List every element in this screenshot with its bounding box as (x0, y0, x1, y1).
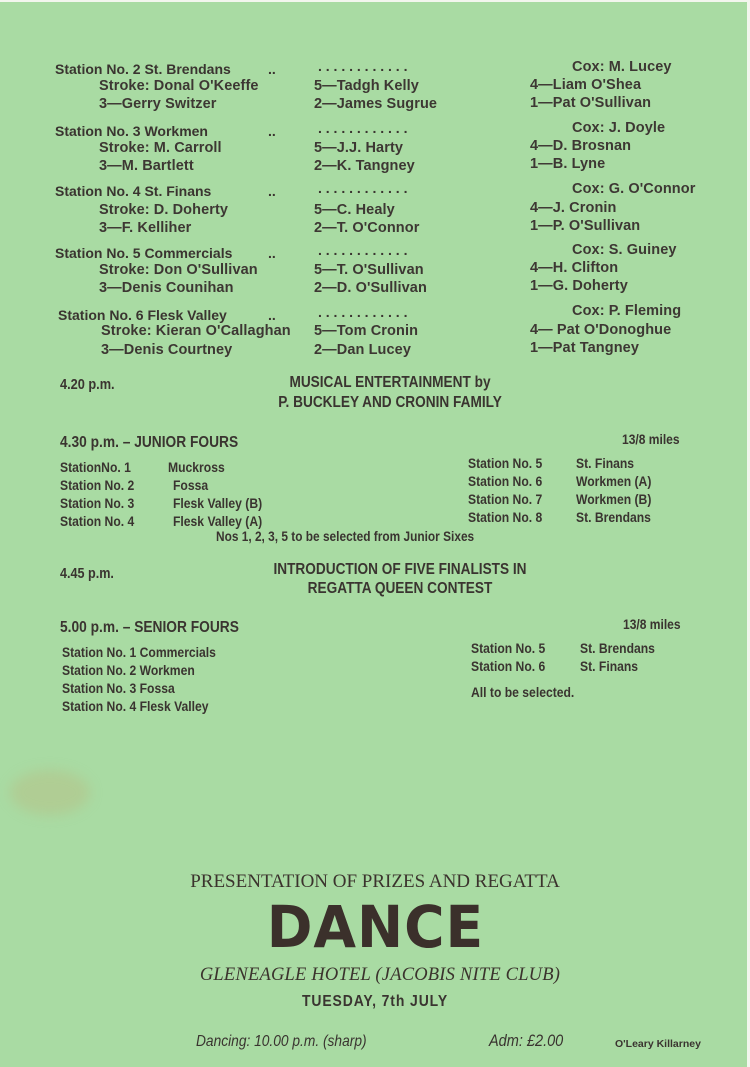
station-label: Station No. 6 (471, 659, 546, 674)
leader-dots-left: .. (268, 61, 276, 77)
race-distance: 13/8 miles (623, 616, 681, 632)
event-date: TUESDAY, 7th JULY (301, 993, 449, 1010)
leader-dots: . . . . . . . . . . . . (318, 58, 408, 74)
crew-member: 4—J. Cronin (530, 200, 617, 216)
admission-price: Adm: £2.00 (489, 1032, 564, 1050)
presentation-line: PRESENTATION OF PRIZES AND REGATTA (190, 871, 560, 892)
crew-member: 4—D. Brosnan (530, 138, 632, 154)
station-entry: Station No. 2 Workmen (62, 663, 195, 678)
station-header: Station No. 5 Commercials (55, 245, 233, 261)
crew-name: St. Brendans (576, 510, 651, 525)
station-entry: Station No. 4 Flesk Valley (62, 699, 209, 714)
leader-dots-left: .. (268, 307, 276, 323)
crew-member: 1—B. Lyne (530, 156, 606, 172)
paper-stain (10, 770, 90, 815)
crew-member: 3—Denis Courtney (101, 342, 233, 358)
leader-dots-left: .. (268, 245, 276, 261)
race-distance: 13/8 miles (622, 431, 680, 447)
crew-name: Fossa (173, 478, 209, 493)
event-time: 4.45 p.m. (60, 565, 114, 582)
dancing-time: Dancing: 10.00 p.m. (sharp) (196, 1033, 367, 1050)
station-label: Station No. 6 (468, 474, 543, 489)
crew-member: 3—M. Bartlett (99, 158, 194, 174)
dance-title: DANCE (266, 893, 484, 961)
leader-dots-left: .. (268, 123, 276, 139)
printer-credit: O'Leary Killarney (615, 1038, 701, 1050)
crew-member: 2—James Sugrue (314, 96, 438, 112)
event-title: INTRODUCTION OF FIVE FINALISTS IN (273, 561, 527, 578)
crew-member: 2—D. O'Sullivan (314, 280, 427, 296)
crew-name: Flesk Valley (B) (173, 496, 263, 511)
race-heading: 4.30 p.m. – JUNIOR FOURS (60, 434, 239, 451)
station-label: Station No. 4 (60, 514, 135, 529)
station-header: Station No. 4 St. Finans (55, 183, 212, 199)
station-header: Station No. 6 Flesk Valley (58, 307, 227, 323)
crew-member: 4— Pat O'Donoghue (530, 322, 672, 338)
event-title: REGATTA QUEEN CONTEST (307, 580, 493, 597)
crew-member: 5—C. Healy (314, 202, 395, 218)
crew-member: 4—Liam O'Shea (530, 77, 642, 93)
crew-member: 3—Gerry Switzer (99, 96, 217, 112)
crew-name: St. Brendans (580, 641, 655, 656)
crew-member: 3—Denis Counihan (99, 280, 234, 296)
crew-member: 4—H. Clifton (530, 260, 619, 276)
cox-name: Cox: M. Lucey (572, 59, 672, 75)
crew-member: 2—T. O'Connor (314, 220, 420, 236)
crew-member: Stroke: M. Carroll (99, 140, 222, 156)
leader-dots: . . . . . . . . . . . . (318, 304, 408, 320)
cox-name: Cox: P. Fleming (572, 303, 682, 319)
crew-member: 1—P. O'Sullivan (530, 218, 641, 234)
station-label: Station No. 5 (468, 456, 543, 471)
station-header: Station No. 3 Workmen (55, 123, 208, 139)
station-entry: Station No. 1 Commercials (62, 645, 216, 660)
crew-name: Workmen (B) (576, 492, 652, 507)
venue: GLENEAGLE HOTEL (JACOBIS NITE CLUB) (199, 965, 561, 985)
crew-member: Stroke: Donal O'Keeffe (99, 78, 259, 94)
crew-name: St. Finans (580, 659, 639, 674)
station-header: Station No. 2 St. Brendans (55, 61, 231, 77)
crew-member: 1—Pat O'Sullivan (530, 95, 652, 111)
station-label: Station No. 5 (471, 641, 546, 656)
selection-note: All to be selected. (471, 685, 575, 700)
crew-member: 5—T. O'Sullivan (314, 262, 424, 278)
crew-name: Muckross (168, 460, 225, 475)
event-title: MUSICAL ENTERTAINMENT by (289, 374, 491, 391)
crew-member: 5—Tom Cronin (314, 323, 419, 339)
event-title: P. BUCKLEY AND CRONIN FAMILY (278, 394, 502, 411)
crew-member: 5—J.J. Harty (314, 140, 404, 156)
crew-member: 3—F. Kelliher (99, 220, 192, 236)
crew-member: Stroke: Don O'Sullivan (99, 262, 258, 278)
leader-dots: . . . . . . . . . . . . (318, 180, 408, 196)
leader-dots: . . . . . . . . . . . . (318, 120, 408, 136)
crew-member: 5—Tadgh Kelly (314, 78, 419, 94)
station-label: Station No. 7 (468, 492, 543, 507)
station-label: StationNo. 1 (60, 460, 131, 475)
crew-member: 1—Pat Tangney (530, 340, 640, 356)
cox-name: Cox: J. Doyle (572, 120, 666, 136)
crew-name: St. Finans (576, 456, 635, 471)
selection-note: Nos 1, 2, 3, 5 to be selected from Junior Sixes (216, 529, 475, 544)
cox-name: Cox: G. O'Connor (572, 181, 696, 197)
station-label: Station No. 8 (468, 510, 543, 525)
cox-name: Cox: S. Guiney (572, 242, 677, 258)
crew-member: Stroke: D. Doherty (99, 202, 229, 218)
dance-title-wrap (200, 893, 550, 961)
crew-name: Workmen (A) (576, 474, 652, 489)
race-heading: 5.00 p.m. – SENIOR FOURS (60, 619, 239, 636)
station-entry: Station No. 3 Fossa (62, 681, 175, 696)
event-time: 4.20 p.m. (60, 376, 115, 393)
crew-member: 2—K. Tangney (314, 158, 415, 174)
leader-dots-left: .. (268, 183, 276, 199)
crew-member: 2—Dan Lucey (314, 342, 411, 358)
crew-member: 1—G. Doherty (530, 278, 628, 294)
crew-name: Flesk Valley (A) (173, 514, 263, 529)
station-label: Station No. 2 (60, 478, 135, 493)
crew-member: Stroke: Kieran O'Callaghan (101, 323, 291, 339)
station-label: Station No. 3 (60, 496, 135, 511)
leader-dots: . . . . . . . . . . . . (318, 242, 408, 258)
